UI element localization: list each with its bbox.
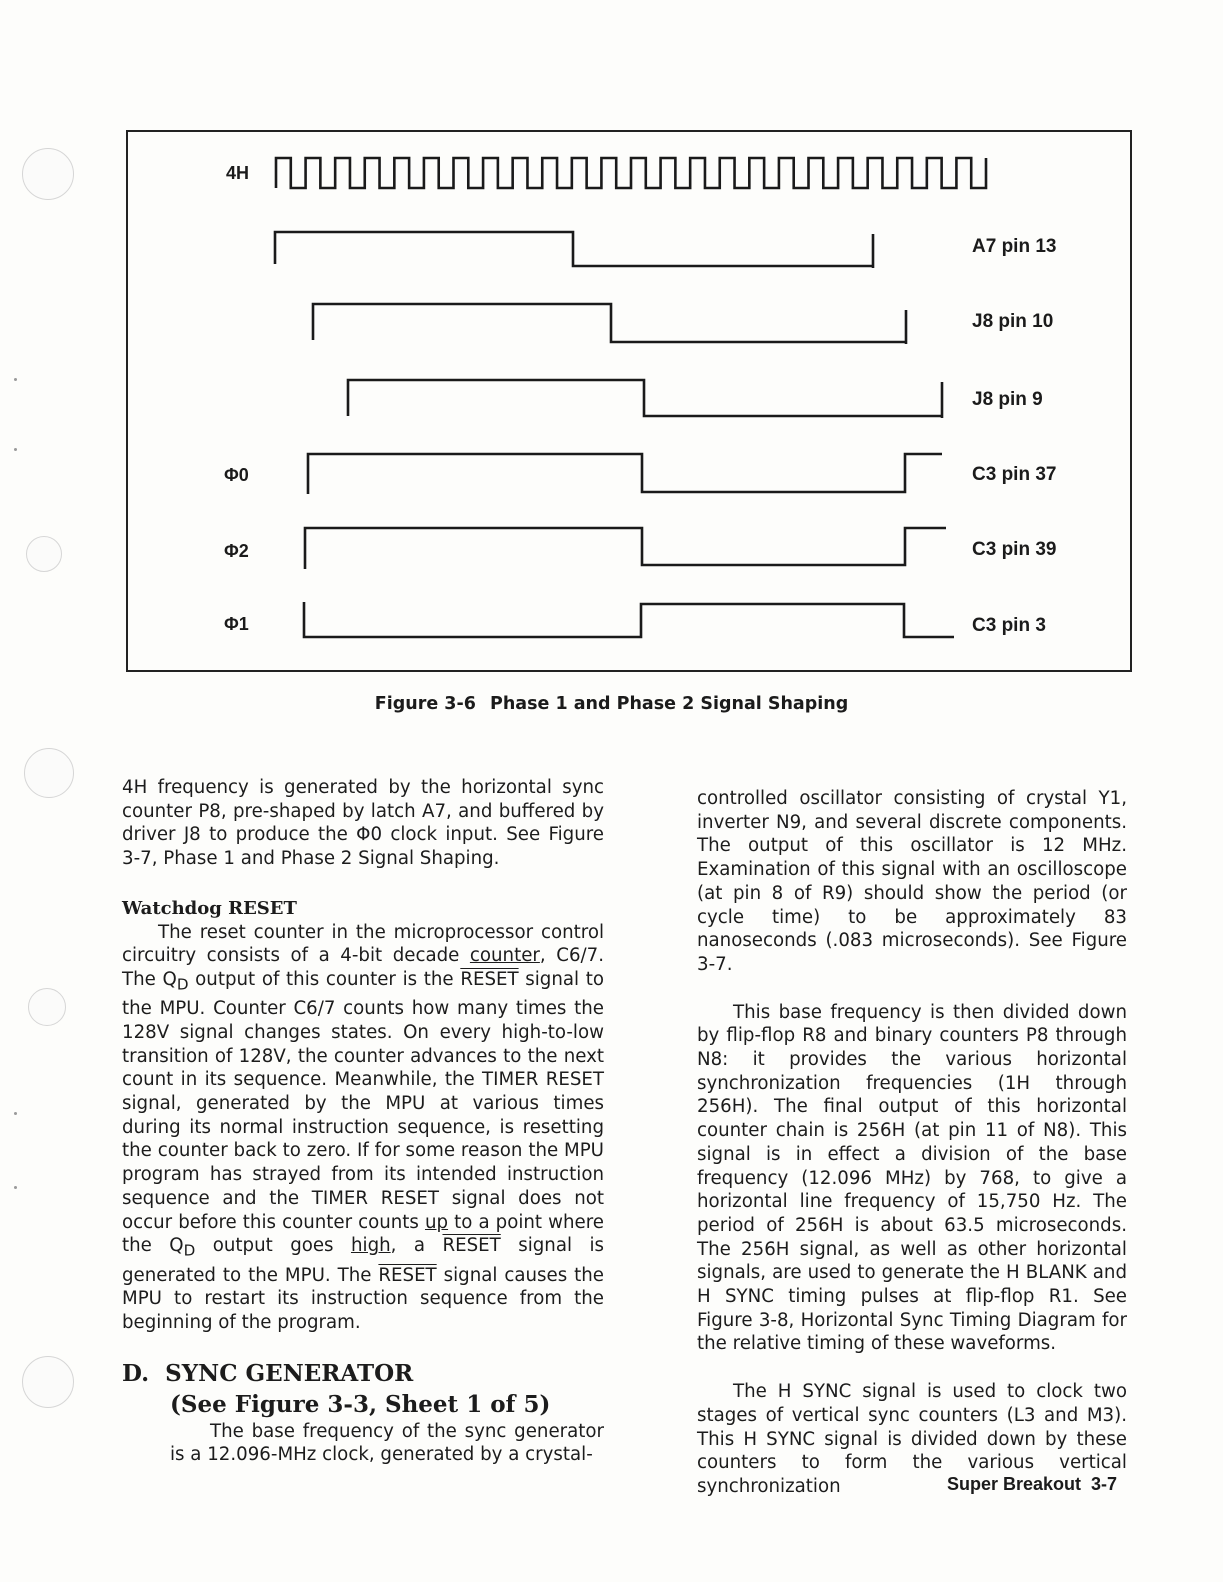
margin-dot bbox=[14, 378, 17, 381]
margin-dot bbox=[14, 448, 17, 451]
signal-label-phi1: Φ1 bbox=[224, 614, 249, 634]
waveform-phi0 bbox=[308, 454, 942, 494]
pin-label-c3-pin37: C3 pin 37 bbox=[972, 464, 1057, 485]
signal-label-phi2: Φ2 bbox=[224, 541, 249, 561]
waveform-j8-pin10 bbox=[313, 304, 906, 344]
signal-label-phi0: Φ0 bbox=[224, 465, 249, 485]
binder-hole bbox=[22, 1356, 74, 1408]
waveform-j8-pin9 bbox=[348, 380, 942, 418]
right-column bbox=[697, 787, 1127, 1499]
sync-paragraph: The base frequency of the sync generator is a 12.096-MHz clock, generated by a crystal- bbox=[170, 1420, 604, 1466]
oscillator-paragraph: controlled oscillator consisting of crystal Y1, inverter N9, and several discrete components. The output of this oscillator is 12 MHz. Examination of this signal with an oscilloscope (at pin 8 of R9) should show the period (or cycle time) to be approximately 83 nanoseconds (.083 microseconds). See Figure 3-7. bbox=[697, 788, 1127, 975]
watchdog-heading: Watchdog RESET bbox=[122, 897, 297, 919]
figure-caption bbox=[0, 694, 1223, 714]
left-column bbox=[122, 776, 604, 1467]
section-subtitle: (See Figure 3-3, Sheet 1 of 5) bbox=[170, 1390, 551, 1418]
watchdog-paragraph: The reset counter in the microprocessor control circuitry consists of a 4-bit decade counter, C6/7. The $Q_D$ output of this counter is the RESET signal to the MPU. Counter C6/7 counts how many times the 128V signal changes states. On every high-to-low transition of 128V, the counter advances to the next count in its sequence. Meanwhile, the TIMER RESET signal, generated by the MPU at various times during its normal instruction sequence, is resetting the counter back to zero. If for some reason the MPU program has strayed from its intended instruction sequence and the TIMER RESET signal does not occur before this counter counts up to a point where the $Q_D$ output goes high, a RESET signal is generated to the MPU. The RESET signal causes the MPU to restart its instruction sequence from the beginning of the program. bbox=[122, 921, 605, 1334]
caption-number: Figure 3-6 bbox=[374, 694, 476, 714]
binder-hole bbox=[26, 536, 62, 572]
pin-label-j8-pin9: J8 pin 9 bbox=[972, 389, 1043, 410]
base-frequency-paragraph: This base frequency is then divided down by flip-flop R8 and binary counters P8 through N8: it provides the various horizontal synchronization frequencies (1H through 256H). The final output of this horizontal counter chain is 256H (at pin 11 of N8). This signal is in effect a division of the base frequency (12.096 MHz) by 768, to give a horizontal line frequency of 15,750 Hz. The period of 256H is about 63.5 microseconds. The 256H signal, as well as other horizontal signals, are used to generate the H BLANK and H SYNC timing pulses at flip-flop R1. See Figure 3-8, Horizontal Sync Timing Diagram for the relative timing of these waveforms. bbox=[697, 1001, 1127, 1355]
section-heading-sync-generator bbox=[122, 1358, 604, 1420]
intro-paragraph: 4H frequency is generated by the horizontal sync counter P8, pre-shaped by latch A7, and buffered by driver J8 to produce the Φ0 clock input. See Figure 3-7, Phase 1 and Phase 2 Signal Shaping. bbox=[122, 777, 604, 870]
caption-title: Phase 1 and Phase 2 Signal Shaping bbox=[490, 694, 849, 714]
page-footer bbox=[947, 1474, 1117, 1495]
pin-label-c3-pin3: C3 pin 3 bbox=[972, 615, 1046, 636]
waveform-a7-pin13 bbox=[275, 232, 873, 268]
hsync-paragraph: The H SYNC signal is used to clock two stages of vertical sync counters (L3 and M3). This H SYNC signal is divided down by these counters to form the various vertical synchronization bbox=[697, 1381, 1127, 1497]
binder-hole bbox=[24, 748, 74, 798]
waveform-phi2 bbox=[305, 528, 946, 569]
binder-hole bbox=[22, 148, 74, 200]
waveform-4h bbox=[276, 158, 986, 188]
footer-title: Super Breakout bbox=[947, 1474, 1082, 1494]
pin-label-a7-pin13: A7 pin 13 bbox=[972, 236, 1057, 257]
pin-label-j8-pin10: J8 pin 10 bbox=[972, 311, 1054, 332]
timing-diagram bbox=[126, 130, 1132, 672]
waveform-phi1 bbox=[304, 602, 954, 637]
margin-dot bbox=[14, 1186, 17, 1189]
page-number: 3-7 bbox=[1091, 1474, 1118, 1494]
signal-label-4h: 4H bbox=[226, 163, 250, 183]
section-title: SYNC GENERATOR bbox=[165, 1359, 414, 1387]
section-letter: D. bbox=[122, 1359, 150, 1387]
binder-hole bbox=[28, 988, 66, 1026]
margin-dot bbox=[14, 1112, 17, 1115]
pin-label-c3-pin39: C3 pin 39 bbox=[972, 539, 1057, 560]
